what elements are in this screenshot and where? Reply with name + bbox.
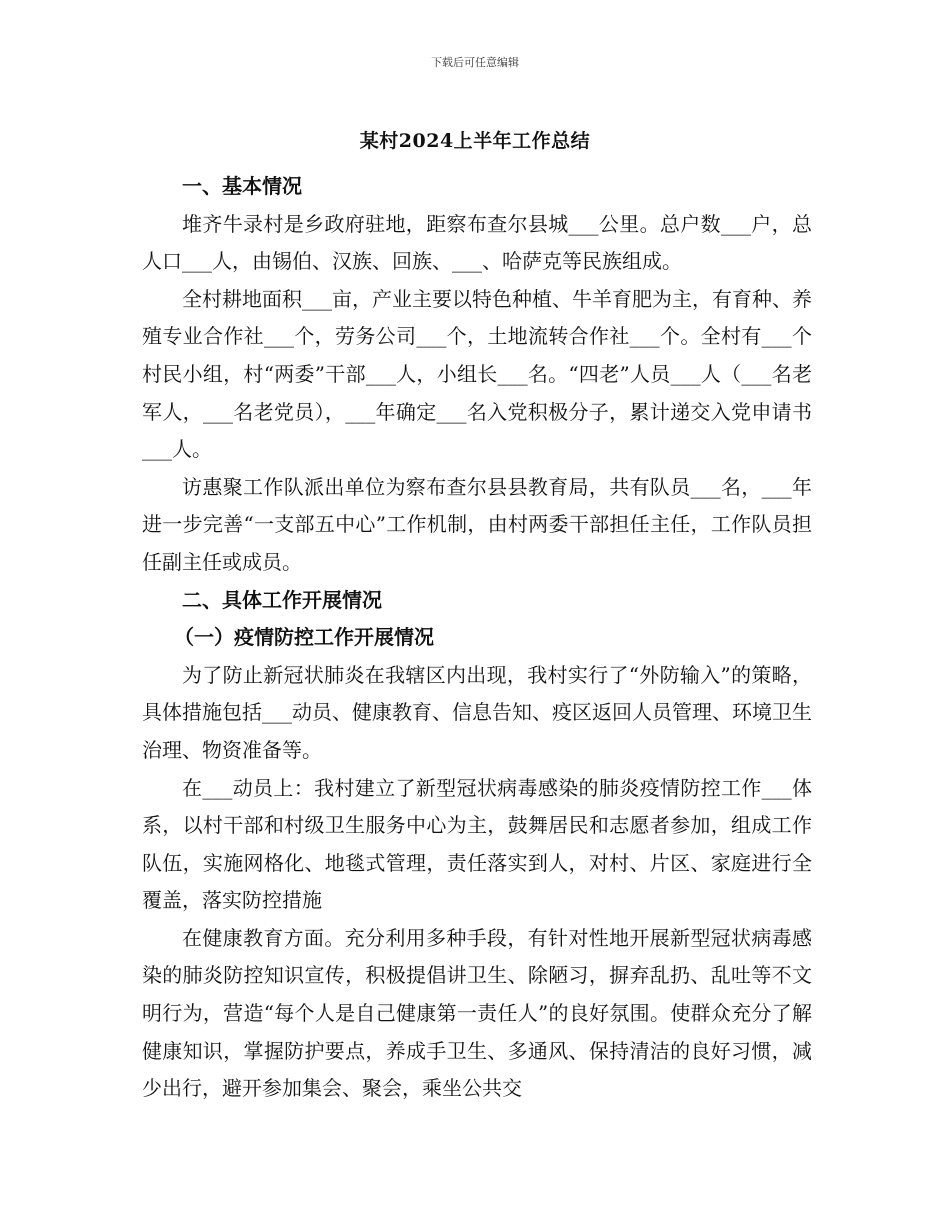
paragraph: 在健康教育方面。充分利用多种手段，有针对性地开展新型冠状病毒感染的肺炎防控知识宣传，积极提倡讲卫生、除陋习，摒弃乱扔、乱吐等不文明行为，营造“每个人是自己健康第一责任人”的良好氛围。使群众充分了解健康知识，掌握防护要点，养成手卫生、多通风、保持清洁的良好习惯，减少出行，避开参加集会、聚会，乘坐公共交 xyxy=(142,925,812,1101)
section-heading-basic-info: 一、基本情况 xyxy=(182,174,302,198)
document-title: 某村2024上半年工作总结 xyxy=(359,130,591,152)
section-heading-work-progress: 二、具体工作开展情况 xyxy=(182,587,382,612)
paragraph: 全村耕地面积___亩，产业主要以特色种植、牛羊育肥为主，有育种、养殖专业合作社___个，劳务公司___个，土地流转合作社___个。全村有___个村民小组，村“两委”干部___人，小组长___名。“四老”人员___人（___名老军人，___名老党员），___年确定___名入党积极分子，累计递交入党申请书___人。 xyxy=(142,286,812,462)
header-note: 下载后可任意编辑 xyxy=(431,56,519,69)
paragraph: 堆齐牛录村是乡政府驻地，距察布查尔县城___公里。总户数___户，总人口___人，由锡伯、汉族、回族、___、哈萨克等民族组成。 xyxy=(142,211,812,274)
paragraph: 访惠聚工作队派出单位为察布查尔县县教育局，共有队员___名，___年进一步完善“一支部五中心”工作机制，由村两委干部担任主任，工作队员担任副主任或成员。 xyxy=(142,474,812,574)
paragraph: 在___动员上：我村建立了新型冠状病毒感染的肺炎疫情防控工作___体系，以村干部和村级卫生服务中心为主，鼓舞居民和志愿者参加，组成工作队伍，实施网格化、地毯式管理，责任落实到人，对村、片区、家庭进行全覆盖，落实防控措施 xyxy=(142,775,812,913)
paragraph: 为了防止新冠状肺炎在我辖区内出现，我村实行了“外防输入”的策略，具体措施包括___动员、健康教育、信息告知、疫区返回人员管理、环境卫生治理、物资准备等。 xyxy=(142,662,812,762)
document-body xyxy=(142,168,812,1108)
subsection-heading-epidemic: （一）疫情防控工作开展情况 xyxy=(174,625,434,650)
